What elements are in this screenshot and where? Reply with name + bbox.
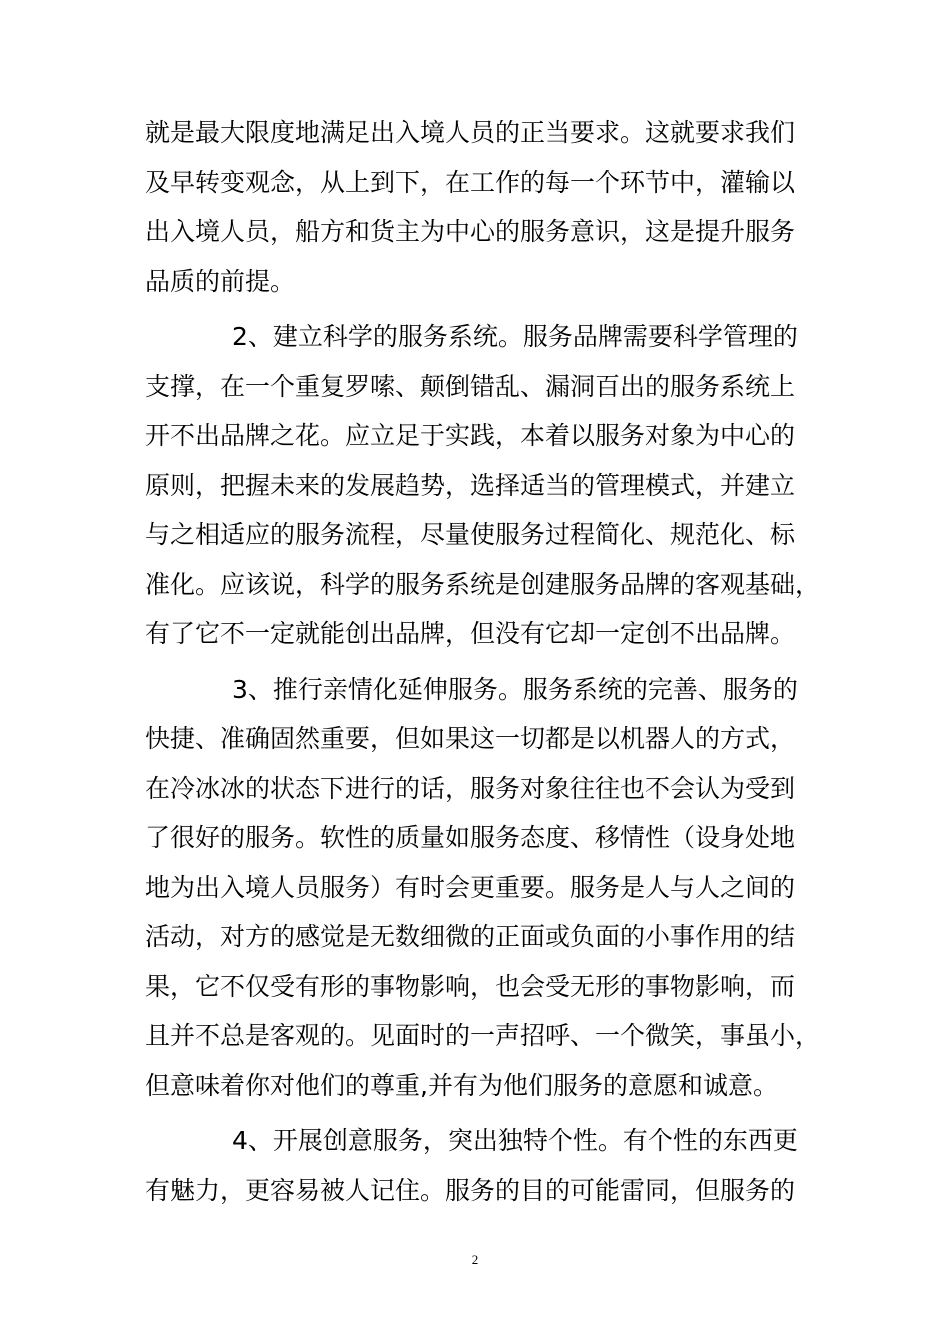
paragraph-1 xyxy=(145,108,815,306)
text-line: 地为出入境人员服务）有时会更重要。服务是人与人之间的 xyxy=(145,872,796,902)
text-line: 3、推行亲情化延伸服务。服务系统的完善、服务的 xyxy=(232,674,798,704)
document-body xyxy=(145,108,821,1215)
text-line: 与之相适应的服务流程，尽量使服务过程简化、规范化、标 xyxy=(145,520,796,549)
text-line: 品质的前提。 xyxy=(145,266,296,296)
text-line: 及早转变观念，从上到下，在工作的每一个环节中，灌输以 xyxy=(145,167,796,197)
text-line: 就是最大限度地满足出入境人员的正当要求。这就要求我们 xyxy=(145,118,796,147)
text-line: 在冷冰冰的状态下进行的话，服务对象往往也不会认为受到 xyxy=(145,773,796,803)
text-line: 支撑，在一个重复罗嗦、颠倒错乱、漏洞百出的服务系统上 xyxy=(145,371,796,401)
text-line: 原则，把握未来的发展趋势，选择适当的管理模式，并建立 xyxy=(145,470,796,500)
text-line: 有了它不一定就能创出品牌，但没有它却一定创不出品牌。 xyxy=(145,619,796,648)
text-line: 快捷、准确固然重要，但如果这一切都是以机器人的方式， xyxy=(145,724,796,753)
text-line: 开不出品牌之花。应立足于实践，本着以服务对象为中心的 xyxy=(145,421,796,450)
paragraph-3 xyxy=(145,665,821,1111)
text-line: 且并不总是客观的。见面时的一声招呼、一个微笑，事虽小， xyxy=(145,1021,821,1050)
paragraph-4 xyxy=(145,1116,815,1215)
paragraph-2 xyxy=(145,312,821,659)
text-line: 活动，对方的感觉是无数细微的正面或负面的小事作用的结 xyxy=(145,922,796,951)
text-line: 出入境人员，船方和货主为中心的服务意识，这是提升服务 xyxy=(145,217,796,246)
page-number: 2 xyxy=(471,1252,479,1267)
text-line: 4、开展创意服务，突出独特个性。有个性的东西更 xyxy=(232,1126,798,1155)
text-line: 果，它不仅受有形的事物影响，也会受无形的事物影响，而 xyxy=(145,971,796,1001)
text-line: 准化。应该说，科学的服务系统是创建服务品牌的客观基础， xyxy=(145,569,821,599)
text-line: 有魅力，更容易被人记住。服务的目的可能雷同，但服务的 xyxy=(145,1175,796,1205)
text-line: 了很好的服务。软性的质量如服务态度、移情性（设身处地 xyxy=(145,823,796,852)
text-line: 但意味着你对他们的尊重,并有为他们服务的意愿和诚意。 xyxy=(145,1070,778,1100)
text-line: 2、建立科学的服务系统。服务品牌需要科学管理的 xyxy=(232,322,798,351)
